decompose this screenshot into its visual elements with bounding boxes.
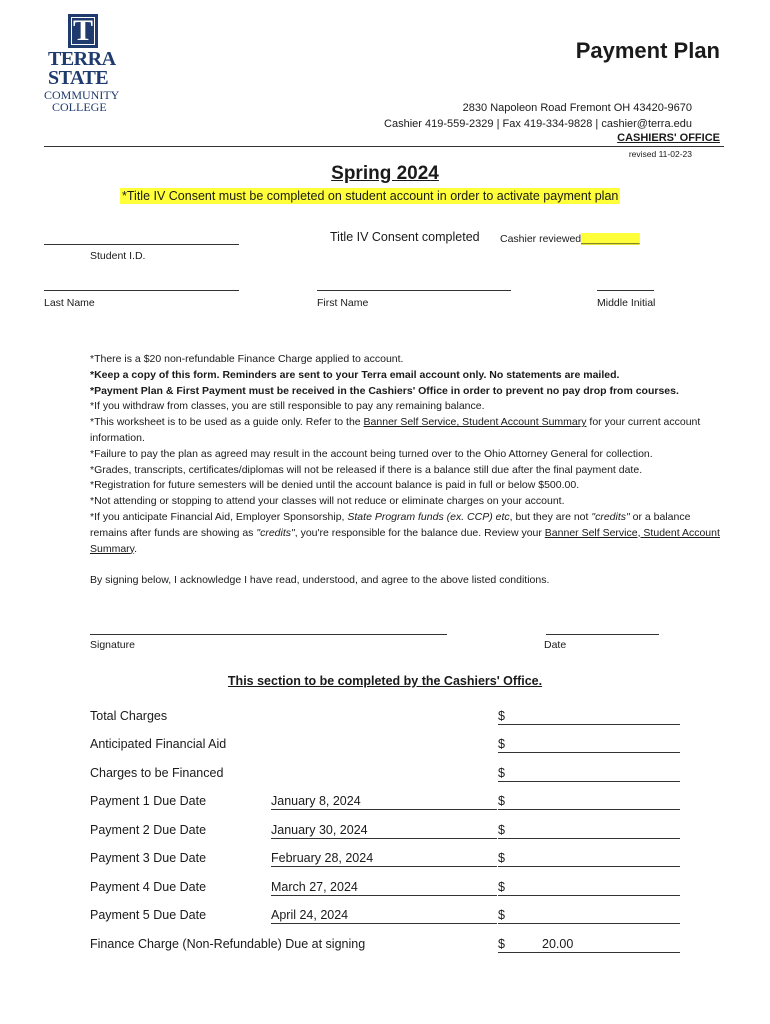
logo-letter: T [68, 14, 98, 48]
payment-row-label: Payment 5 Due Date [90, 908, 207, 922]
payment-due-date[interactable]: January 30, 2024 [271, 823, 497, 839]
terms-list [90, 352, 730, 557]
currency-symbol: $ [498, 908, 505, 922]
consent-notice: *Title IV Consent must be completed on student account in order to activate payment plan [122, 189, 619, 203]
cashier-reviewed-label [500, 233, 640, 245]
term-item: *Not attending or stopping to attend your classes will not reduce or eliminate charges on your account. [90, 495, 565, 508]
logo-line3: COMMUNITY [44, 88, 120, 102]
page-title: Payment Plan [575, 38, 720, 63]
revised-date: revised 11-02-23 [628, 149, 692, 159]
payment-row [90, 737, 682, 757]
currency-symbol: $ [498, 737, 505, 751]
payment-row [90, 851, 682, 871]
term-text: *This worksheet is to be used as a guide only. Refer to the [90, 416, 364, 429]
banner-self-service-link[interactable]: Banner Self Service, Student Account Summary [363, 416, 587, 429]
term-item: *Payment Plan & First Payment must be received in the Cashiers' Office in order to prevent no pay drop from courses. [90, 384, 679, 397]
amount-field[interactable] [498, 823, 680, 839]
term-text: "credits" [591, 510, 630, 523]
amount-value: 20.00 [542, 937, 574, 951]
term-text: , but they are not [509, 510, 592, 523]
amount-field[interactable] [498, 709, 680, 725]
first-name-label: First Name [317, 297, 369, 309]
payment-row [90, 880, 682, 900]
currency-symbol: $ [498, 766, 505, 780]
currency-symbol: $ [498, 794, 505, 808]
term-text: "credits" [256, 526, 295, 539]
term-text: . [134, 542, 138, 555]
payment-row-label: Finance Charge (Non-Refundable) Due at signing [90, 937, 366, 951]
college-logo [44, 14, 124, 114]
payment-due-date[interactable]: January 8, 2024 [271, 794, 497, 810]
term-text: State Program funds (ex. CCP) etc [347, 510, 510, 523]
date-field[interactable] [546, 634, 659, 635]
payment-row [90, 908, 682, 928]
cashier-section-heading: This section to be completed by the Cashiers' Office. [227, 674, 543, 688]
logo-line4: COLLEGE [52, 100, 107, 114]
term-text: for your current account information. [90, 416, 701, 444]
currency-symbol: $ [498, 880, 505, 894]
contact-line: Cashier 419-559-2329 | Fax 419-334-9828 | cashier@terra.edu [384, 118, 692, 130]
logo-line2: STATE [48, 67, 109, 89]
last-name-label: Last Name [44, 297, 95, 309]
term-text: or a balance remains after funds are showing as [90, 510, 691, 539]
student-id-label: Student I.D. [90, 250, 146, 262]
amount-field[interactable] [498, 908, 680, 924]
term-item: *Grades, transcripts, certificates/diplomas will not be released if there is a balance still due after the final payment date. [90, 463, 643, 476]
consent-completed-label: Title IV Consent completed [330, 230, 480, 244]
payment-row [90, 794, 682, 814]
payment-due-date[interactable]: February 28, 2024 [271, 851, 497, 867]
payment-row-label: Payment 4 Due Date [90, 880, 207, 894]
signature-label: Signature [90, 639, 135, 651]
payment-due-date[interactable]: March 27, 2024 [271, 880, 497, 896]
payment-row-label: Charges to be Financed [90, 766, 224, 780]
amount-field[interactable] [498, 794, 680, 810]
term-heading: Spring 2024 [331, 163, 439, 184]
header-rule [44, 146, 724, 147]
office-name: CASHIERS' OFFICE [617, 132, 720, 144]
amount-field[interactable] [498, 880, 680, 896]
address-line: 2830 Napoleon Road Fremont OH 43420-9670 [462, 102, 692, 114]
first-name-field[interactable] [317, 290, 511, 291]
payment-row-label: Payment 3 Due Date [90, 851, 207, 865]
middle-initial-field[interactable] [597, 290, 654, 291]
payment-row-label: Anticipated Financial Aid [90, 737, 227, 751]
address-block [340, 100, 692, 132]
currency-symbol: $ [498, 851, 505, 865]
amount-field[interactable] [498, 766, 680, 782]
term-item: *Registration for future semesters will be denied until the account balance is paid in full or below $500.00. [90, 479, 580, 492]
payment-row [90, 766, 682, 786]
last-name-field[interactable] [44, 290, 239, 291]
amount-field[interactable] [498, 737, 680, 753]
currency-symbol: $ [498, 937, 505, 951]
payment-row-label: Total Charges [90, 709, 168, 723]
term-text: , you're responsible for the balance due. Review your [294, 526, 545, 539]
payment-row-label: Payment 2 Due Date [90, 823, 207, 837]
student-id-field[interactable] [44, 244, 239, 245]
payment-row [90, 709, 682, 729]
currency-symbol: $ [498, 709, 505, 723]
acknowledgement-text: By signing below, I acknowledge I have read, understood, and agree to the above listed conditions. [90, 574, 550, 586]
signature-field[interactable] [90, 634, 447, 635]
logo-line1: TERRA [48, 48, 116, 70]
payment-row [90, 823, 682, 843]
payment-row-label: Payment 1 Due Date [90, 794, 207, 808]
term-item: *Failure to pay the plan as agreed may result in the account being turned over to the Ohio Attorney General for collection. [90, 447, 653, 460]
amount-field[interactable] [498, 851, 680, 867]
cashier-reviewed-text: Cashier reviewed [500, 233, 582, 245]
payment-row [90, 937, 682, 957]
term-item: *There is a $20 non-refundable Finance Charge applied to account. [90, 353, 404, 365]
term-item [90, 510, 730, 557]
date-label: Date [544, 639, 567, 651]
term-item: *If you withdraw from classes, you are still responsible to pay any remaining balance. [90, 400, 485, 413]
cashier-reviewed-field[interactable]: __________ [581, 233, 640, 245]
term-text: *If you anticipate Financial Aid, Employer Sponsorship, [90, 510, 348, 523]
term-item [90, 415, 730, 447]
payment-due-date[interactable]: April 24, 2024 [271, 908, 497, 924]
banner-self-service-link[interactable]: Banner Self Service, Student Account Summary [90, 526, 720, 555]
term-item: *Keep a copy of this form. Reminders are sent to your Terra email account only. No statements are mailed. [90, 368, 620, 381]
currency-symbol: $ [498, 823, 505, 837]
middle-initial-label: Middle Initial [597, 297, 656, 309]
amount-field[interactable] [498, 937, 680, 953]
